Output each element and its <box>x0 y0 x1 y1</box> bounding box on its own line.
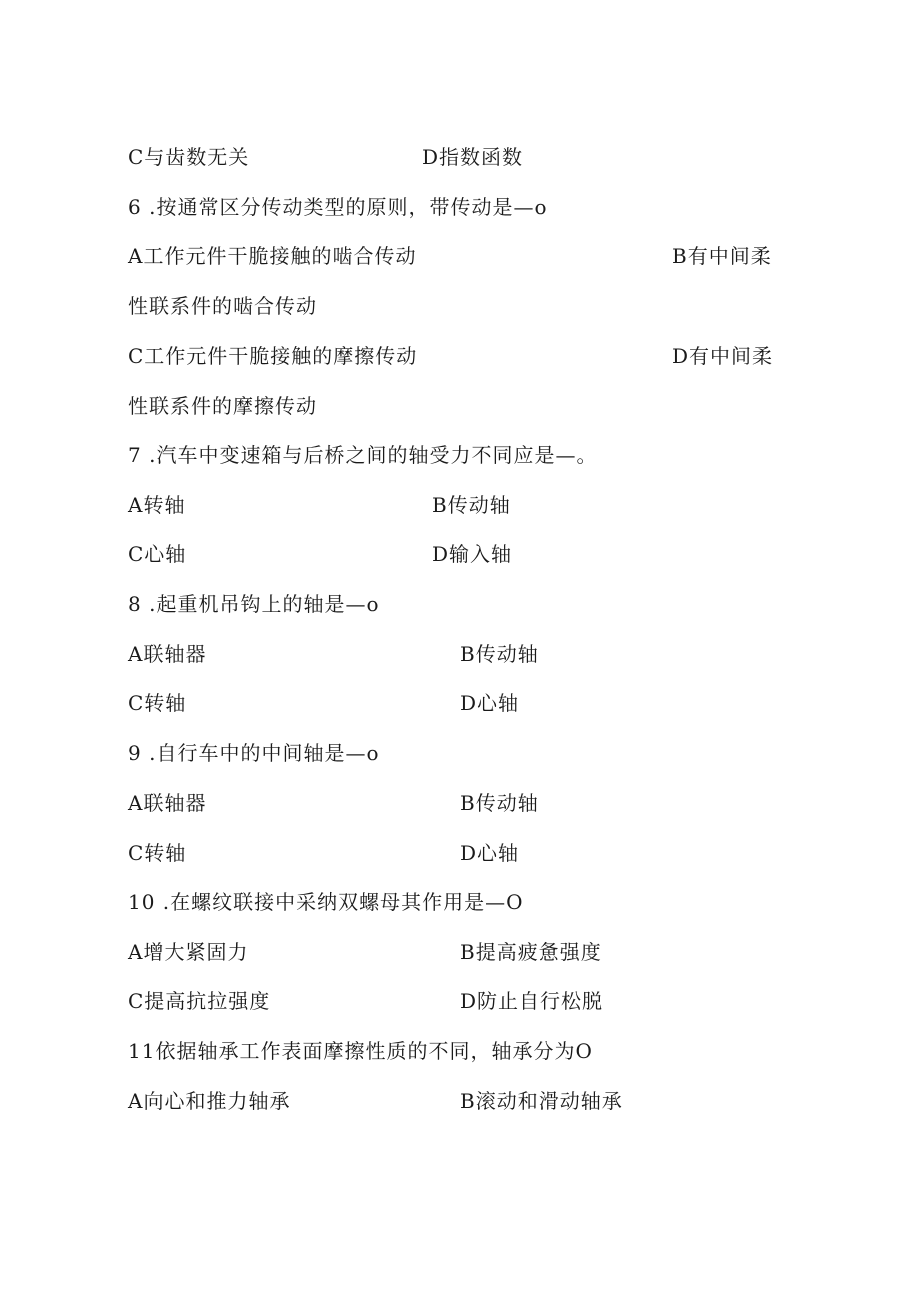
option-c: C转轴 <box>128 841 187 865</box>
option-row <box>128 840 520 866</box>
option-c: C转轴 <box>128 691 187 715</box>
option-row <box>128 988 604 1014</box>
option-a: A增大紧固力 <box>128 940 249 964</box>
option-row <box>128 243 772 269</box>
option-d: D输入轴 <box>432 542 513 566</box>
option-row <box>128 492 511 518</box>
question-9: 9 .自行车中的中间轴是—o <box>128 741 380 765</box>
option-d: D指数函数 <box>422 145 524 169</box>
option-d: D防止自行松脱 <box>460 989 604 1013</box>
question-10: 10 .在螺纹联接中采纳双螺母其作用是—O <box>128 890 524 914</box>
option-a: A联轴器 <box>128 791 207 815</box>
option-row <box>128 690 520 716</box>
option-a: A转轴 <box>128 493 186 517</box>
option-b: B传动轴 <box>460 791 539 815</box>
option-row <box>128 790 539 816</box>
option-d-continuation: 性联系件的摩擦传动 <box>128 394 317 418</box>
option-c: C提高抗拉强度 <box>128 989 271 1013</box>
option-b-continuation: 性联系件的啮合传动 <box>128 294 317 318</box>
option-b: B传动轴 <box>460 642 539 666</box>
option-row <box>128 641 539 667</box>
option-c: C与齿数无关 <box>128 145 250 169</box>
option-row <box>128 541 513 567</box>
question-6: 6 .按通常区分传动类型的原则，带传动是—o <box>128 195 548 219</box>
option-row <box>128 144 524 170</box>
option-b: B提高疲惫强度 <box>460 940 602 964</box>
option-d: D有中间柔 <box>672 344 774 368</box>
option-b: B有中间柔 <box>672 244 772 268</box>
option-c: C心轴 <box>128 542 187 566</box>
question-7: 7 .汽车中变速箱与后桥之间的轴受力不同应是—。 <box>128 443 598 467</box>
option-row <box>128 939 602 965</box>
option-row <box>128 343 774 369</box>
option-a: A向心和推力轴承 <box>128 1089 291 1113</box>
option-row <box>128 1088 623 1114</box>
option-a: A工作元件干脆接触的啮合传动 <box>128 244 417 268</box>
option-d: D心轴 <box>460 691 520 715</box>
option-c: C工作元件干脆接触的摩擦传动 <box>128 344 418 368</box>
option-d: D心轴 <box>460 841 520 865</box>
option-b: B滚动和滑动轴承 <box>460 1089 623 1113</box>
option-a: A联轴器 <box>128 642 207 666</box>
question-11: 11依据轴承工作表面摩擦性质的不同，轴承分为O <box>128 1039 593 1063</box>
question-8: 8 .起重机吊钩上的轴是—o <box>128 592 380 616</box>
option-b: B传动轴 <box>432 493 511 517</box>
